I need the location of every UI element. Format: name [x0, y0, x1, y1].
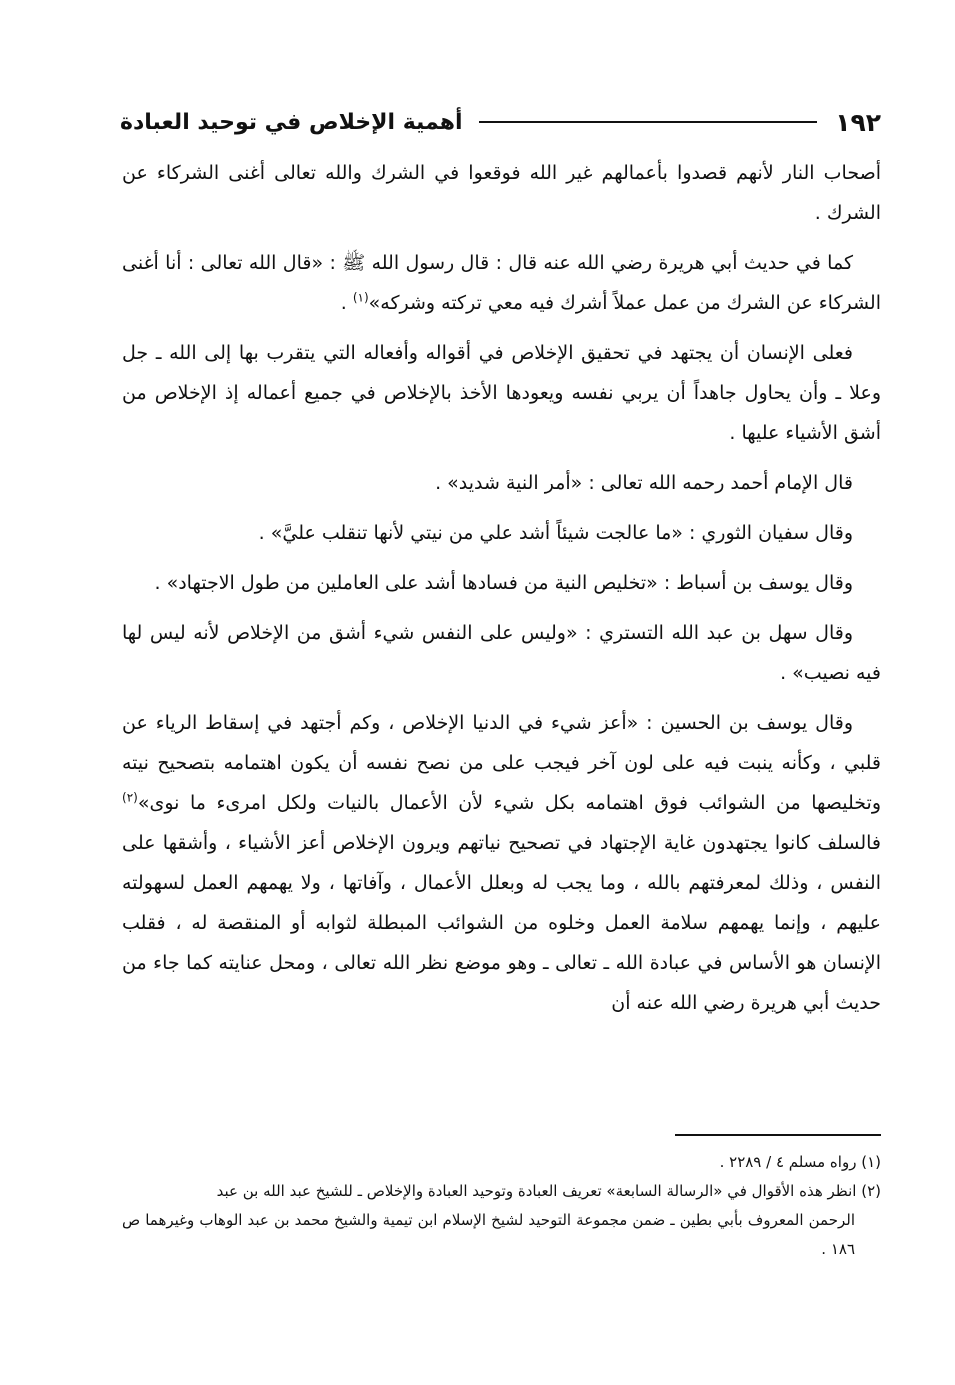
paragraph-2-end: . — [340, 292, 353, 314]
footnote-ref-1: (١) — [352, 290, 369, 305]
main-text — [122, 153, 881, 1033]
paragraph-2 — [122, 243, 881, 323]
paragraph-3: فعلى الإنسان أن يجتهد في تحقيق الإخلاص في أقواله وأفعاله التي يتقرب بها إلى الله ـ جل وعلا ـ وأن يحاول جاهداً أن يربي نفسه ويعودها الأخذ بالإخلاص في جميع أعماله إذ الإخلاص من أشق الأشياء عليها . — [122, 342, 881, 444]
paragraph-5: وقال سفيان الثوري : «ما عالجت شيئاً أشد علي من نيتي لأنها تنقلب عليَّ» . — [258, 522, 853, 544]
header-rule — [479, 121, 818, 123]
paragraph-8 — [122, 703, 881, 1023]
footnote-2-continuation: الرحمن المعروف بأبي بطين ـ ضمن مجموعة التوحيد لشيخ الإسلام ابن تيمية والشيخ محمد بن عبد الوهاب وغيرهما ص ١٨٦ . — [122, 1211, 855, 1258]
paragraph-2-text: كما في حديث أبي هريرة رضي الله عنه قال : قال رسول الله ﷺ : «قال الله تعالى : أنا أغنى الشركاء عن الشرك من عمل عملاً أشرك فيه معي تركته وشركه» — [122, 252, 881, 314]
footnote-divider — [675, 1134, 881, 1136]
footnotes — [122, 1148, 881, 1264]
paragraph-7: وقال سهل بن عبد الله التستري : «وليس على النفس شيء أشق من الإخلاص لأنه ليس لها فيه نصيب» . — [122, 622, 881, 684]
footnote-ref-2: (٢) — [122, 790, 138, 805]
paragraph-4: قال الإمام أحمد رحمه الله تعالى : «أمر النية شديد» . — [435, 472, 853, 494]
paragraph-1: أصحاب النار لأنهم قصدوا بأعمالهم غير الله فوقعوا في الشرك والله تعالى أغنى الشركاء عن الشرك . — [122, 162, 881, 224]
paragraph-8-text-b: فالسلف كانوا يجتهدون غاية الإجتهاد في تصحيح نياتهم ويرون الإخلاص أعز الأشياء ، وأشقها على النفس ، وذلك لمعرفتهم بالله ، وما يجب له وبعلل الأعمال ، وآفاتها ، ولا يهمهم العمل لسهولته عليهم ، وإنما يهمهم سلامة العمل وخلوه من الشوائب المبطلة لثوابه أو المنقصة له ، فقلب الإنسان هو الأساس في عبادة الله ـ تعالى ـ وهو موضع نظر الله تعالى ، ومحل عنايته كما جاء من حديث أبي هريرة رضي الله عنه أن — [122, 832, 881, 1014]
footnote-1: (١) رواه مسلم ٤ / ٢٢٨٩ . — [719, 1153, 881, 1171]
footnote-2-line-1: (٢) انظر هذه الأقوال في «الرسالة السابعة» تعريف العبادة وتوحيد العبادة والإخلاص ـ للشيخ عبد الله بن عبد — [216, 1182, 881, 1200]
paragraph-6: وقال يوسف بن أسباط : «تخليص النية من فسادها أشد على العاملين من طول الاجتهاد» . — [154, 572, 853, 594]
paragraph-8-text-a: وقال يوسف بن الحسين : «أعز شيء في الدنيا الإخلاص ، وكم أجتهد في إسقاط الرياء عن قلبي ، وكأنه ينبت فيه على لون آخر فيجب على من نصح نفسه أن يكون اهتمامه بتصحيح نيته وتخليصها من الشوائب فوق اهتمامه بكل شيء لأن الأعمال بالنيات ولكل امرىء ما نوى» — [122, 712, 881, 814]
page-header — [120, 102, 881, 142]
running-title: أهمية الإخلاص في توحيد العبادة — [120, 109, 463, 135]
page-number: ١٩٢ — [835, 107, 881, 137]
